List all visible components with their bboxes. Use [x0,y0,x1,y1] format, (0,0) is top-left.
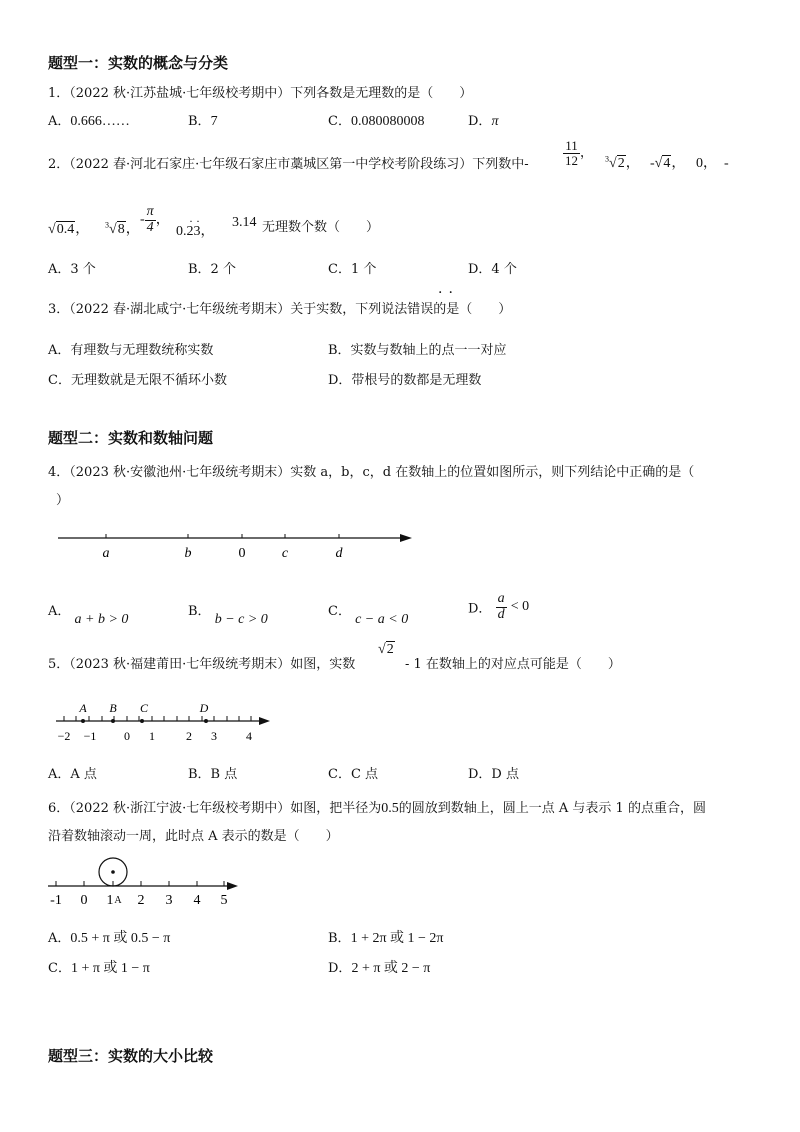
q6-stem1-a: 6．（2022 秋·浙江宁波·七年级校考期中）如图，把半径为 [48,801,382,816]
q4-d-num: a [497,591,505,606]
q6-tick-label-4: 4 [193,893,201,908]
q2-cbrt8: $^3$√8， [105,220,140,237]
q1-d-value: π [491,114,499,129]
q4-option-a[interactable] [48,600,129,627]
q2-pi-sign: - [140,212,145,228]
q5-option-a[interactable]: A．A 点 [48,767,97,782]
q5-stem-b: - 1 在数轴上的对应点可能是（ ） [405,657,621,672]
q6-option-b[interactable] [328,927,444,947]
q6-tick-label-0: 0 [80,893,88,908]
q1-a-value: 0.666…… [70,114,130,129]
q6-d-expr: 2 + π 或 2 − π [351,961,431,976]
q6-option-a[interactable] [48,927,170,947]
q3-option-d[interactable]: D．带根号的数都是无理数 [328,373,482,388]
q6-tick-label-1: 1 [106,893,114,908]
q6-a-label: A． [48,931,71,946]
q3-option-b[interactable]: B．实数与数轴上的点一一对应 [328,343,507,358]
q4-c-expr: c − a < 0 [355,612,409,627]
q4-option-d[interactable] [468,592,529,622]
q2-frac-num: 11 [563,139,580,154]
q1-c-value: 0.080080008 [350,114,425,129]
q5-point-a [81,719,85,723]
q5-tick-label-0: 0 [124,729,130,743]
q2-pi-num: π [146,204,154,219]
q4-stem: 4．（2023 秋·安徽池州·七年级统考期末）实数 a，b，c，d 在数轴上的位置如图所示，则下列结论中正确的是（ [48,465,695,480]
q5-tick-label-4: 4 [246,729,252,743]
q6-tick-label-5: 5 [220,893,228,908]
q6-point-label-a: A [114,895,122,906]
q5-number-line [50,700,280,746]
q4-option-b[interactable] [188,600,268,627]
q2-neg-sqrt4: -√4， [650,156,686,171]
q1-d-label: D． [468,114,492,129]
q4-label-c: c [281,546,289,561]
q3-stem: 3．（2022 春·湖北咸宁·七年级统考期末）关于实数，下列说法错误的是（ ） [48,302,512,317]
q5-sqrt2-radicand: 2 [386,642,394,657]
q2-sqrt04-radicand: 0.4 [56,222,75,237]
q2-option-c[interactable]: C．1 个 [328,262,377,277]
q5-option-b[interactable]: B．B 点 [188,767,238,782]
q5-point-d [204,719,208,723]
emphasis-dots: ·· [438,285,459,301]
q5-label-d: D [199,701,209,715]
q2-rep-b: 2 · [187,224,194,239]
q5-point-c [140,719,144,723]
q2-cbrt2-index: 3 [605,154,609,164]
q4-a-label: A． [48,604,71,619]
q1-a-label: A． [48,114,71,129]
q2-num-314: 3.14 [232,215,257,230]
q2-option-a[interactable]: A．3 个 [48,262,96,277]
q3-option-c[interactable]: C．无理数就是无限不循环小数 [48,373,227,388]
q2-zero: 0， - [696,156,729,171]
q6-c-expr: 1 + π 或 1 − π [70,961,150,976]
q4-a-expr: a + b > 0 [74,612,129,627]
q6-ticks [56,881,224,886]
q2-cbrt8-radicand: 8 [117,222,125,237]
q6-stem-line1 [48,797,706,817]
q2-sqrt4-prefix: - [650,156,655,171]
q2-sqrt4-radicand: 4 [663,156,671,171]
q4-b-expr: b − c > 0 [214,612,268,627]
q6-option-c[interactable] [48,957,150,977]
q2-tail: 无理数个数（ ） [262,220,380,235]
q6-tick-label-2: 2 [137,893,145,908]
q6-number-line [44,854,244,910]
q2-rep-c: 3 · [194,224,201,239]
q6-b-label: B． [328,931,351,946]
q2-sqrt04: √0.4， [48,222,90,237]
q4-d-label: D． [468,601,492,617]
q6-stem1-b: 的圆放到数轴上，圆上一点 A 与表示 1 的点重合，圆 [398,801,706,816]
q5-tick-label-neg1: −1 [83,729,97,743]
q6-a-expr: 0.5 + π 或 0.5 − π [70,931,171,946]
q5-tick-label-1: 1 [149,729,155,743]
q2-rep-a: 0. [176,224,187,239]
q4-stem-close: ） [56,493,70,508]
q5-tick-label-3: 3 [211,729,217,743]
q1-c-label: C． [328,114,351,129]
q5-label-c: C [139,701,149,715]
q1-option-c[interactable] [328,110,424,130]
q6-tick-label-3: 3 [165,893,173,908]
q4-axis-arrow [400,534,412,542]
q2-cbrt2: $^3$√2， [605,154,640,171]
q1-b-label: B． [188,114,211,129]
q6-c-label: C． [48,961,71,976]
q4-b-label: B． [188,604,211,619]
q5-sqrt2: √2 [378,642,394,657]
q4-option-c[interactable] [328,600,409,627]
q6-stem-line2: 沿着数轴滚动一周，此时点 A 表示的数是（ ） [48,829,339,844]
q2-cbrt2-radicand: 2 [617,156,625,171]
q2-pi-den: 4 [146,219,154,235]
q1-option-b[interactable] [188,110,218,130]
q6-axis-arrow [227,882,238,890]
q5-option-d[interactable]: D．D 点 [468,767,519,782]
q6-radius: 0.5 [381,801,399,816]
q6-tick-label-neg1: -1 [50,893,62,908]
q6-circle-center [111,870,115,874]
q4-c-label: C． [328,604,351,619]
q2-repeating-decimal: 0.2 ·3 ·， [176,220,215,240]
q4-d-den: d [497,606,505,622]
q1-option-d[interactable] [468,110,498,130]
q1-stem: 1．（2022 秋·江苏盐城·七年级校考期中）下列各数是无理数的是（ ） [48,86,473,101]
q4-label-0: 0 [238,546,246,561]
q6-option-d[interactable] [328,957,430,977]
q6-b-expr: 1 + 2π 或 1 − 2π [350,931,444,946]
q5-axis-arrow [259,717,270,725]
q5-ticks [64,716,251,721]
q4-number-line [50,525,420,565]
q2-stem: 2．（2022 春·河北石家庄·七年级石家庄市藁城区第一中学校考阶段练习）下列数中- [48,157,529,172]
q5-point-b [111,719,115,723]
q5-label-a: A [79,701,87,715]
q4-label-b: b [184,546,192,561]
q2-frac-den: 12 [565,152,578,168]
q5-label-b: B [109,701,117,715]
section-title-3: 题型三：实数的大小比较 [48,1047,214,1065]
q2-cbrt8-index: 3 [105,220,109,230]
q5-tick-label-neg2: −2 [57,729,71,743]
q2-neg-pi-over-4: - $\frac{\pi}{4}$ ， [140,204,170,235]
q1-option-a[interactable] [48,110,130,130]
q4-label-a: a [102,546,110,561]
q6-d-label: D． [328,961,352,976]
q5-option-c[interactable]: C．C 点 [328,767,379,782]
q3-option-a[interactable]: A．有理数与无理数统称实数 [48,343,214,358]
q4-d-rel: < 0 [510,599,530,615]
q2-option-b[interactable]: B．2 个 [188,262,236,277]
q2-zero-value: 0 [696,156,703,171]
q2-frac-11-12: $\frac{11}{12}$ ， [565,138,594,168]
q5-stem-a: 5．（2023 秋·福建莆田·七年级统考期末）如图，实数 [48,657,356,672]
q4-label-d: d [335,546,343,561]
q1-b-value: 7 [210,114,218,129]
q2-option-d[interactable]: D．4 个 [468,262,517,277]
q5-tick-label-2: 2 [186,729,192,743]
section-title-2: 题型二：实数和数轴问题 [48,429,214,447]
section-title-1: 题型一：实数的概念与分类 [48,54,229,72]
